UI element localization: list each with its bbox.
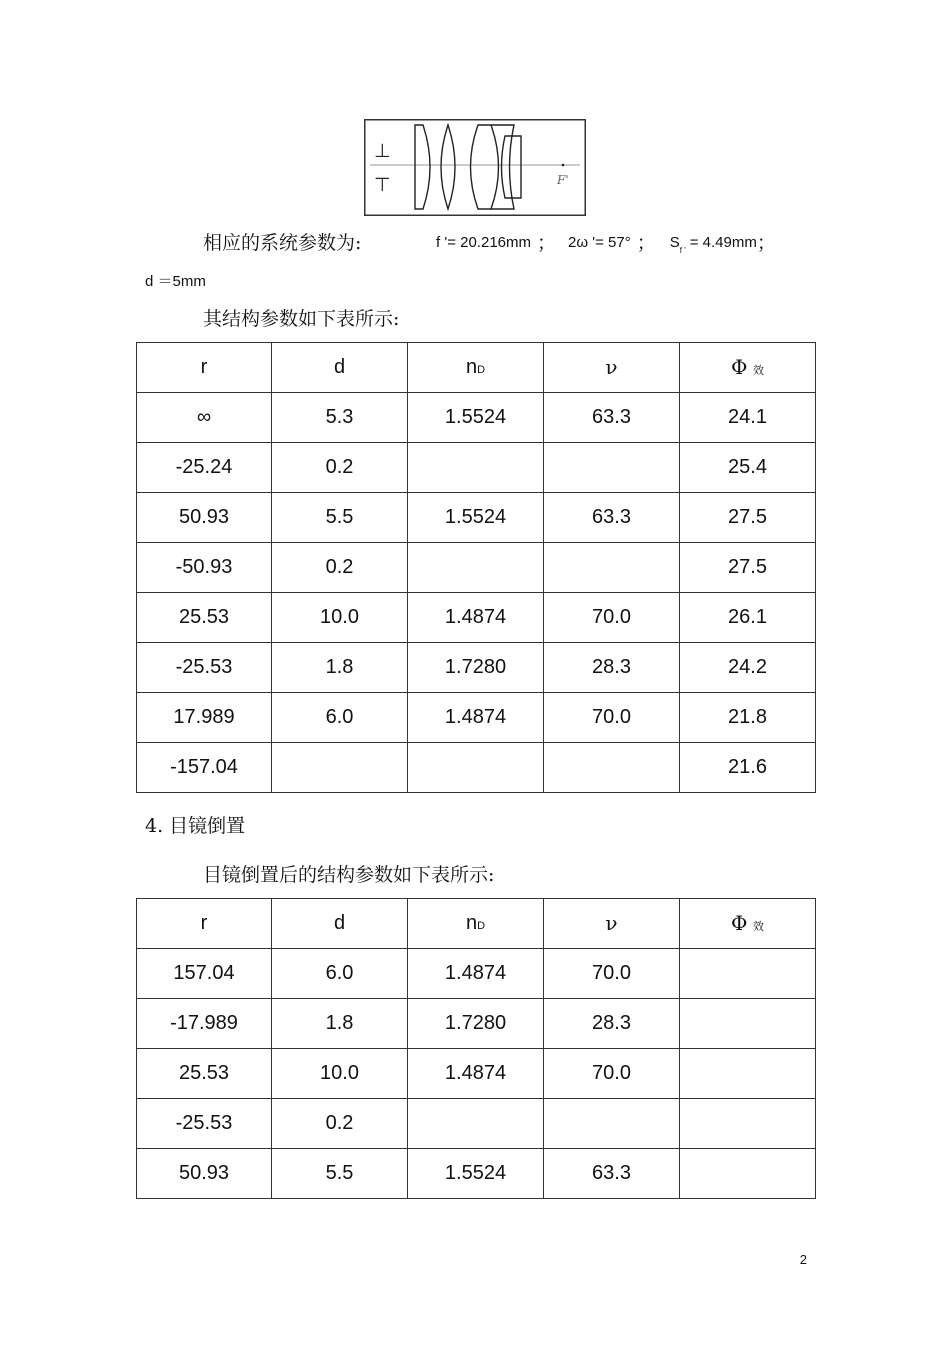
separator: ；: [636, 232, 656, 254]
cell-thickness: 5.5: [272, 493, 408, 543]
cell-clear-aperture: 25.4: [680, 443, 816, 493]
cell-clear-aperture: 27.5: [680, 543, 816, 593]
header-phi-symbol: Φ: [731, 911, 748, 935]
cell-clear-aperture: 21.6: [680, 743, 816, 793]
header-n-symbol: n: [465, 356, 478, 378]
header-n-symbol: n: [465, 912, 478, 934]
back-focal-symbol: S: [669, 234, 680, 251]
cell-refractive-index: 1.5524: [408, 493, 544, 543]
header-nu-symbol: ν: [605, 355, 618, 379]
cell-radius: 25.53: [137, 593, 272, 643]
cell-radius: ∞: [137, 393, 272, 443]
cell-clear-aperture: [680, 1149, 816, 1199]
cell-clear-aperture: 26.1: [680, 593, 816, 643]
cell-radius: 17.989: [137, 693, 272, 743]
cell-refractive-index: 1.5524: [408, 393, 544, 443]
cell-radius: 25.53: [137, 1049, 272, 1099]
cell-abbe-number: 70.0: [544, 593, 680, 643]
system-params-label: 相应的系统参数为:: [203, 232, 362, 254]
cell-radius: 50.93: [137, 1149, 272, 1199]
cell-refractive-index: 1.7280: [408, 999, 544, 1049]
cell-refractive-index: 1.7280: [408, 643, 544, 693]
focal-point-label: F': [557, 173, 569, 187]
back-focal-value: = 4.49mm: [689, 234, 757, 251]
cell-abbe-number: 70.0: [544, 949, 680, 999]
cell-abbe-number: 63.3: [544, 393, 680, 443]
table-header-row: [137, 343, 816, 393]
cell-abbe-number: 28.3: [544, 999, 680, 1049]
cell-clear-aperture: [680, 1049, 816, 1099]
cell-refractive-index: [408, 743, 544, 793]
table-row: [137, 393, 816, 443]
table2-intro: 目镜倒置后的结构参数如下表所示:: [203, 864, 495, 886]
inverted-params-table: [136, 898, 816, 1199]
header-refractive-index: [408, 343, 544, 393]
cell-thickness: 0.2: [272, 1099, 408, 1149]
table-row: [137, 593, 816, 643]
table-row: [137, 543, 816, 593]
header-thickness: d: [272, 343, 408, 393]
table1-body: [137, 343, 816, 793]
focal-point-dot: [562, 164, 565, 167]
cell-radius: -157.04: [137, 743, 272, 793]
cell-abbe-number: [544, 1099, 680, 1149]
cell-refractive-index: 1.4874: [408, 693, 544, 743]
cell-abbe-number: 28.3: [544, 643, 680, 693]
cell-refractive-index: [408, 443, 544, 493]
cell-clear-aperture: 24.1: [680, 393, 816, 443]
cell-radius: -25.24: [137, 443, 272, 493]
cell-thickness: 1.8: [272, 643, 408, 693]
system-params-line: [203, 228, 776, 255]
cell-radius: -50.93: [137, 543, 272, 593]
cell-radius: 157.04: [137, 949, 272, 999]
cell-thickness: 0.2: [272, 543, 408, 593]
cell-clear-aperture: [680, 999, 816, 1049]
cell-thickness: 10.0: [272, 1049, 408, 1099]
table-header-row: [137, 899, 816, 949]
cell-thickness: 10.0: [272, 593, 408, 643]
cell-refractive-index: 1.4874: [408, 949, 544, 999]
cell-thickness: 0.2: [272, 443, 408, 493]
header-abbe-number: [544, 899, 680, 949]
up-arrow-icon: ⊥: [374, 140, 391, 162]
table-row: [137, 443, 816, 493]
header-phi-subscript: 效: [752, 921, 764, 933]
header-phi-symbol: Φ: [731, 355, 748, 379]
table-row: [137, 1049, 816, 1099]
cell-thickness: 6.0: [272, 693, 408, 743]
header-thickness: d: [272, 899, 408, 949]
table-row: [137, 949, 816, 999]
eye-relief-line: d ＝5mm: [145, 273, 206, 290]
page-number: 2: [799, 1252, 807, 1267]
cell-clear-aperture: 24.2: [680, 643, 816, 693]
table1-intro: 其结构参数如下表所示:: [203, 308, 400, 330]
cell-abbe-number: 63.3: [544, 1149, 680, 1199]
cell-abbe-number: 70.0: [544, 693, 680, 743]
down-arrow-icon: ⊤: [374, 174, 391, 196]
cell-refractive-index: [408, 1099, 544, 1149]
header-clear-aperture: [680, 899, 816, 949]
table-row: [137, 693, 816, 743]
header-clear-aperture: [680, 343, 816, 393]
field-angle-value: 2ω '= 57°: [568, 234, 631, 251]
table-row: [137, 1099, 816, 1149]
separator: ；: [756, 232, 776, 254]
cell-thickness: 1.8: [272, 999, 408, 1049]
header-radius: r: [137, 899, 272, 949]
header-refractive-index: [408, 899, 544, 949]
header-n-subscript: D: [477, 920, 486, 932]
cell-radius: -17.989: [137, 999, 272, 1049]
cell-thickness: [272, 743, 408, 793]
cell-radius: -25.53: [137, 1099, 272, 1149]
cell-abbe-number: [544, 443, 680, 493]
cell-refractive-index: 1.5524: [408, 1149, 544, 1199]
cell-refractive-index: 1.4874: [408, 1049, 544, 1099]
cell-abbe-number: 70.0: [544, 1049, 680, 1099]
cell-thickness: 5.5: [272, 1149, 408, 1199]
cell-clear-aperture: 27.5: [680, 493, 816, 543]
cell-radius: 50.93: [137, 493, 272, 543]
cell-clear-aperture: 21.8: [680, 693, 816, 743]
cell-thickness: 5.3: [272, 393, 408, 443]
table-row: [137, 999, 816, 1049]
table-row: [137, 1149, 816, 1199]
cell-clear-aperture: [680, 1099, 816, 1149]
header-nu-symbol: ν: [605, 911, 618, 935]
cell-clear-aperture: [680, 949, 816, 999]
lens-diagram: [364, 119, 586, 216]
cell-refractive-index: [408, 543, 544, 593]
cell-radius: -25.53: [137, 643, 272, 693]
section-heading: 4. 目镜倒置: [145, 815, 246, 837]
header-n-subscript: D: [477, 364, 486, 376]
cell-thickness: 6.0: [272, 949, 408, 999]
cell-abbe-number: [544, 543, 680, 593]
table-row: [137, 643, 816, 693]
header-abbe-number: [544, 343, 680, 393]
back-focal-subscript: f ': [679, 246, 686, 255]
table-row: [137, 493, 816, 543]
cell-refractive-index: 1.4874: [408, 593, 544, 643]
focal-length-value: f '= 20.216mm: [436, 234, 531, 251]
cell-abbe-number: [544, 743, 680, 793]
header-radius: r: [137, 343, 272, 393]
separator: ；: [537, 232, 557, 254]
cell-abbe-number: 63.3: [544, 493, 680, 543]
structure-params-table: [136, 342, 816, 793]
table-row: [137, 743, 816, 793]
header-phi-subscript: 效: [752, 365, 764, 377]
table2-body: [137, 899, 816, 1199]
